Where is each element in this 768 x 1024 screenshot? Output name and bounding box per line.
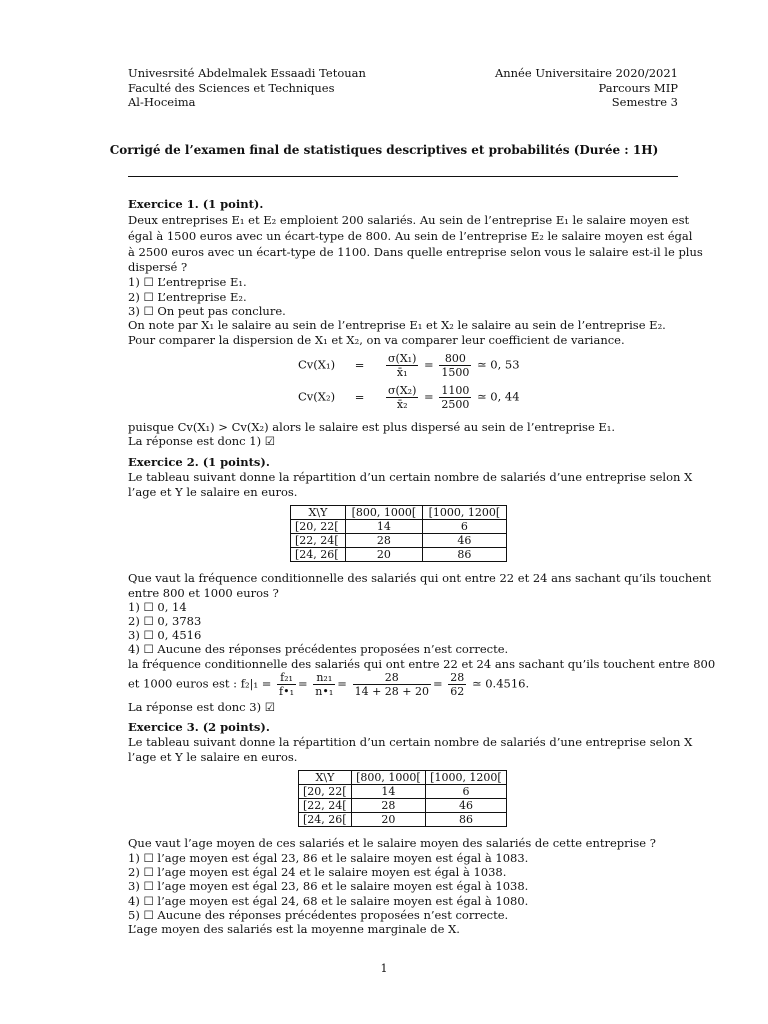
- fraction: $\frac{800}{1500}$: [441, 352, 470, 379]
- page-number: 1: [380, 962, 388, 975]
- ex2-text-line: l’age et Y le salaire en euros.: [128, 485, 298, 499]
- ex1-text-line: Deux entreprises E₁ et E₂ emploient 200 salariés. Au sein de l’entreprise E₁ le salaire moyen est: [128, 213, 690, 227]
- ex1-equation-1: Cv(X₁) = $\frac{\text{σ(X₁)}}{\text{x̄₁}}$ = $\frac{800}{1500}$ ≃ 0, 53: [298, 352, 520, 379]
- ex1-text-line: dispersé ?: [128, 260, 188, 274]
- ex1-option-1[interactable]: 1) ☐ L’entreprise E₁.: [128, 275, 247, 289]
- ex2-question: entre 800 et 1000 euros ?: [128, 586, 279, 600]
- ex3-option-5[interactable]: 5) ☐ Aucune des réponses précédentes proposées n’est correcte.: [128, 908, 509, 922]
- ex3-option-4[interactable]: 4) ☐ l’age moyen est égal 24, 68 et le salaire moyen est égal à 1080.: [128, 894, 529, 908]
- table-row: [20, 22[ 14 6: [299, 785, 507, 799]
- ex1-note: On note par X₁ le salaire au sein de l’entreprise E₁ et X₂ le salaire au sein de l’entreprise E₂.: [128, 318, 666, 332]
- ex3-final-text: L’age moyen des salariés est la moyenne marginale de X.: [128, 922, 460, 936]
- ex2-option-3[interactable]: 3) ☐ 0, 4516: [128, 628, 202, 642]
- ex2-answer: La réponse est donc 3) ☑: [128, 700, 276, 714]
- ex2-solution-line: la fréquence conditionnelle des salariés qui ont entre 22 et 24 ans sachant qu’ils touchent entre 800: [128, 657, 716, 671]
- table-header-row: X\Y [800, 1000[ [1000, 1200[: [291, 506, 507, 520]
- table-header-row: X\Y [800, 1000[ [1000, 1200[: [299, 771, 507, 785]
- ex3-text-line: l’age et Y le salaire en euros.: [128, 750, 298, 764]
- ex3-option-3[interactable]: 3) ☐ l’age moyen est égal 23, 86 et le salaire moyen est égal à 1038.: [128, 879, 529, 893]
- ex1-option-2[interactable]: 2) ☐ L’entreprise E₂.: [128, 290, 247, 304]
- ex3-question: Que vaut l’age moyen de ces salariés et le salaire moyen des salariés de cette entreprise ?: [128, 836, 656, 850]
- ex1-equation-2: Cv(X₂) = $\frac{\text{σ(X₂)}}{\text{x̄₂}}$ = $\frac{1100}{2500}$ ≃ 0, 44: [298, 384, 520, 411]
- fraction: $\frac{\text{σ(X₂)}}{\text{x̄₂}}$: [388, 384, 417, 411]
- fraction: $\frac{\text{σ(X₁)}}{\text{x̄₁}}$: [388, 352, 417, 379]
- ex2-heading: Exercice 2. (1 points).: [128, 455, 270, 469]
- ex2-option-1[interactable]: 1) ☐ 0, 14: [128, 600, 187, 614]
- ex1-conclusion: puisque Cv(X₁) > Cv(X₂) alors le salaire est plus dispersé au sein de l’entreprise E₁.: [128, 420, 616, 434]
- semester: Semestre 3: [611, 95, 678, 109]
- ex2-option-2[interactable]: 2) ☐ 0, 3783: [128, 614, 202, 628]
- faculty-name: Faculté des Sciences et Techniques: [128, 80, 335, 95]
- fraction: $\frac{\text{n₂₁}}{\text{n•₁}}$: [315, 671, 334, 698]
- page-title: Corrigé de l’examen final de statistiques descriptives et probabilités (Durée : 1H): [109, 143, 659, 157]
- table-row: [22, 24[ 28 46: [299, 799, 507, 813]
- ex1-option-3[interactable]: 3) ☐ On peut pas conclure.: [128, 304, 286, 318]
- ex3-text-line: Le tableau suivant donne la répartition d’un certain nombre de salariés d’une entreprise selon X: [128, 735, 693, 749]
- ex2-option-4[interactable]: 4) ☐ Aucune des réponses précédentes proposées n’est correcte.: [128, 642, 509, 656]
- program-name: Parcours MIP: [598, 80, 678, 95]
- ex1-answer: La réponse est donc 1) ☑: [128, 434, 276, 448]
- header-right: [495, 66, 678, 110]
- fraction: $\frac{28}{62}$: [450, 671, 465, 698]
- university-name: Univesrsité Abdelmalek Essaadi Tetouan: [128, 66, 366, 80]
- ex3-option-2[interactable]: 2) ☐ l’age moyen est égal 24 et le salaire moyen est égal à 1038.: [128, 865, 507, 879]
- table-row: [24, 26[ 20 86: [291, 548, 507, 562]
- city-name: Al-Hoceima: [128, 95, 196, 109]
- ex2-solution-equation: et 1000 euros est : f₂|₁ = $\frac{\text{f₂₁}}{\text{f•₁}}$ = $\frac{\text{n₂₁}}{\text{n•₁}}$ = $\frac{28}{14 + 28 + 20}$ = $\frac{28}{62}$ ≃ 0.4516.: [128, 671, 530, 698]
- title-divider: [128, 176, 678, 177]
- ex1-text-line: égal à 1500 euros avec un écart-type de 800. Au sein de l’entreprise E₂ le salaire moyen est égal: [128, 229, 693, 243]
- ex2-text-line: Le tableau suivant donne la répartition d’un certain nombre de salariés d’une entreprise selon X: [128, 470, 693, 484]
- ex2-question: Que vaut la fréquence conditionnelle des salariés qui ont entre 22 et 24 ans sachant qu’ils touchent: [128, 571, 712, 585]
- fraction: $\frac{28}{14 + 28 + 20}$: [354, 671, 429, 698]
- fraction: $\frac{1100}{2500}$: [441, 384, 470, 411]
- table-row: [24, 26[ 20 86: [299, 813, 507, 827]
- ex1-heading: Exercice 1. (1 point).: [128, 197, 264, 211]
- ex3-heading: Exercice 3. (2 points).: [128, 720, 270, 734]
- ex3-table: [298, 770, 507, 827]
- ex3-option-1[interactable]: 1) ☐ l’age moyen est égal 23, 86 et le salaire moyen est égal à 1083.: [128, 851, 529, 865]
- ex2-table: [290, 505, 507, 562]
- ex1-note: Pour comparer la dispersion de X₁ et X₂, on va comparer leur coefficient de variance.: [128, 333, 625, 347]
- ex1-text-line: à 2500 euros avec un écart-type de 1100. Dans quelle entreprise selon vous le salaire est-il le plus: [128, 245, 703, 259]
- fraction: $\frac{\text{f₂₁}}{\text{f•₁}}$: [279, 671, 294, 698]
- academic-year: Année Universitaire 2020/2021: [494, 66, 678, 80]
- table-row: [22, 24[ 28 46: [291, 534, 507, 548]
- table-row: [20, 22[ 14 6: [291, 520, 507, 534]
- header-left: [128, 66, 366, 110]
